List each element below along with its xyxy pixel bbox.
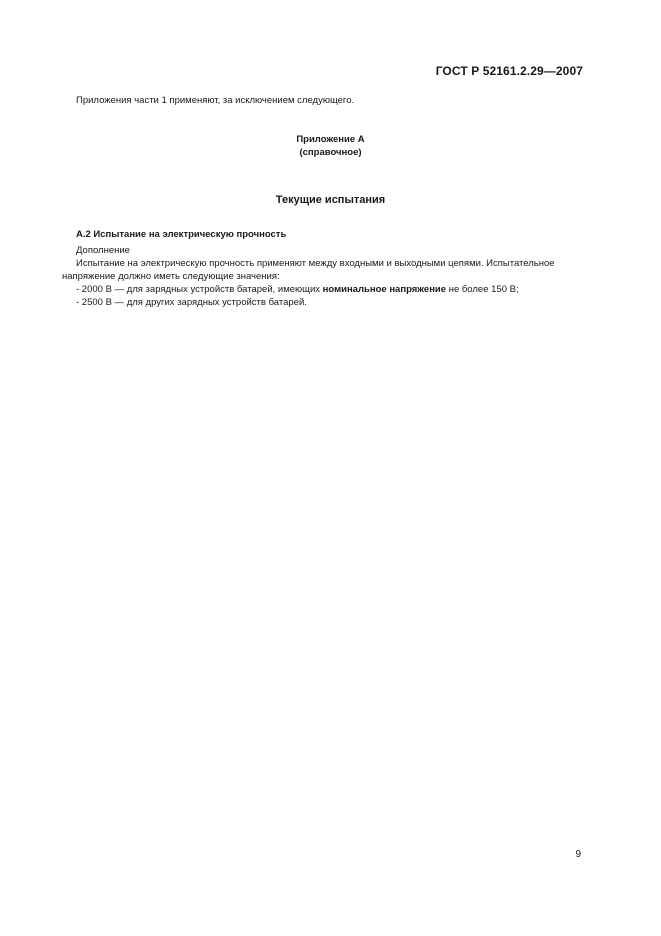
list-item-2500v: - 2500 В — для других зарядных устройств батарей. [76, 297, 307, 308]
paragraph-line-2: напряжение должно иметь следующие значения: [62, 271, 280, 282]
paragraph-line-1: Испытание на электрическую прочность применяют между входными и выходными цепями. Испытательное [76, 258, 555, 269]
annex-title: Текущие испытания [275, 194, 386, 206]
page-number: 9 [575, 849, 581, 860]
term-rated-voltage: номинальное напряжение [322, 284, 447, 295]
annex-heading [0, 133, 661, 159]
section-body [62, 244, 582, 309]
annex-kind: (справочное) [299, 147, 362, 158]
list-item-2000v-end: не более 150 В; [446, 284, 519, 295]
list-item-2000v-start: - 2000 В — для зарядных устройств батарей, имеющих [76, 284, 323, 295]
addition-label: Дополнение [76, 245, 130, 256]
document-code: ГОСТ Р 52161.2.29—2007 [435, 64, 583, 78]
list-item-2000v [62, 283, 582, 296]
intro-text: Приложения части 1 применяют, за исключением следующего. [76, 95, 355, 106]
section-heading: А.2 Испытание на электрическую прочность [76, 229, 287, 240]
annex-label: Приложение А [296, 134, 365, 145]
